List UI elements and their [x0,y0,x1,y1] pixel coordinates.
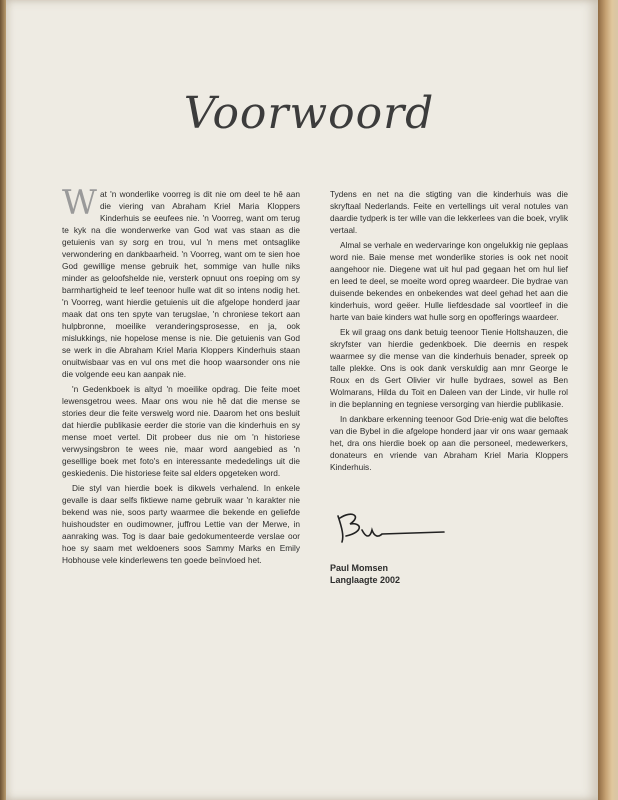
paragraph: In dankbare erkenning teenoor God Drie-enig wat die beloftes van die Bybel in die afgelope honderd jaar vir ons waar gemaak het, dra ons hierdie boek op aan die personeel, medewerkers, donateurs en vriende van Abraham Kriel Maria Kloppers Kinderhuis. [330,414,568,472]
signer-name: Paul Momsen [330,563,389,573]
right-column [330,188,568,476]
signer-block [330,562,400,586]
page-title: Voorwoord [183,88,435,139]
paragraph: Tydens en net na die stigting van die kinderhuis was die skryftaal Nederlands. Feite en vertellings uit veral notules van daardie tydperk is ter wille van die lekkerlees van die boek, vrylik vertaal. [330,189,568,235]
paragraph: 'n Gedenkboek is altyd 'n moeilike opdrag. Die feite moet lewensgetrou wees. Maar ons wou nie hê dat die mense se stories deur die feite verswelg word nie. Daarom het ons besluit dat hierdie publikasie eerder die storie van die kinderhuis en sy mense moet vertel. Dit probeer dus nie om 'n historiese verwysingsbron te wees nie, maar word aangebied as 'n geselllige boek met foto's en interessante mededelings uit die geskiedenis. Die historiese feite sal elders opgeteken word. [62,384,300,478]
paragraph-text: at 'n wonderlike voorreg is dit nie om deel te hê aan die viering van Abraham Kriel Maria Kloppers Kinderhuis se eeufees nie. 'n Voorreg, want om terug te kyk na die wonderwerke van God wat vas staan as die getuienis van sy sorg en trou, vul 'n mens met ontsaglike verwondering en dankbaarheid. 'n Voorreg, want om te sien hoe God gewillige mense gebruik het, sommige van hulle niks minder as geloofshelde nie, versterk opnuut ons roeping om sy barmhartigheid te leef teenoor hulle wat dit so intens nodig het. 'n Voorreg, want hierdie getuienis uit die afgelope honderd jaar maak dat ons ten spyte van terugslae, 'n chroniese tekort aan hulpbronne, moeilike veranderingsprosesse, en ja, ook mislukkings, nie hopelose mense is nie. Die getuienis van God se werk in die Abraham Kriel Maria Kloppers Kinderhuis staan onuitwisbaar vas en vul ons met die hoop waarsonder ons nie die volgende eeu kan aanpak nie. [62,189,300,379]
handwritten-signature [332,508,452,548]
paragraph [62,183,300,380]
signer-place-date: Langlaagte 2002 [330,575,401,585]
left-column [62,183,300,569]
drop-cap: W [62,183,97,223]
paragraph: Die styl van hierdie boek is dikwels verhalend. In enkele gevalle is daar selfs fiktiewe name gebruik waar 'n karakter nie bekend was nie, soos party waarmee die bekende en geliefde huishoudster en oudimowner, juffrou Lettie van der Merwe, in aanraking was. Tog is daar baie gedokumenteerde verslae oor hoe sy saam met weldoeners soos Sammy Marks en Emily Hobhouse vele kinderlewens ten goede beïnvloed het. [62,483,300,565]
paragraph: Ek wil graag ons dank betuig teenoor Tienie Holtshauzen, die skryfster van hierdie gedenkboek. Die deernis en respek waarmee sy die mense van die kinderhuis benader, spreek op talle plekke. Ons is ook dank verskuldig aan mnr George le Roux en ds Gert Olivier vir hulle bydraes, sowel as Ben Wolmarans, Hilda du Toit en Daleen van der Linde, vir hulle rol in die beplanning en tegniese versorging van hierdie publikasie. [330,327,568,409]
paragraph: Almal se verhale en wedervaringe kon ongelukkig nie geplaas word nie. Baie mense met wonderlike stories is ook net nooit aangehoor nie. Diegene wat uit hul pad gegaan het om hul lief en leed te deel, se moeite word opreg waardeer. Die bydrae van duisende bekendes en onbekendes wat deel gehad het aan die kinderhuis, word geëer. Hulle liefdesdade sal voortleef in die harte van baie kinders wat hulle sorg en opofferings waardeer. [330,240,568,322]
